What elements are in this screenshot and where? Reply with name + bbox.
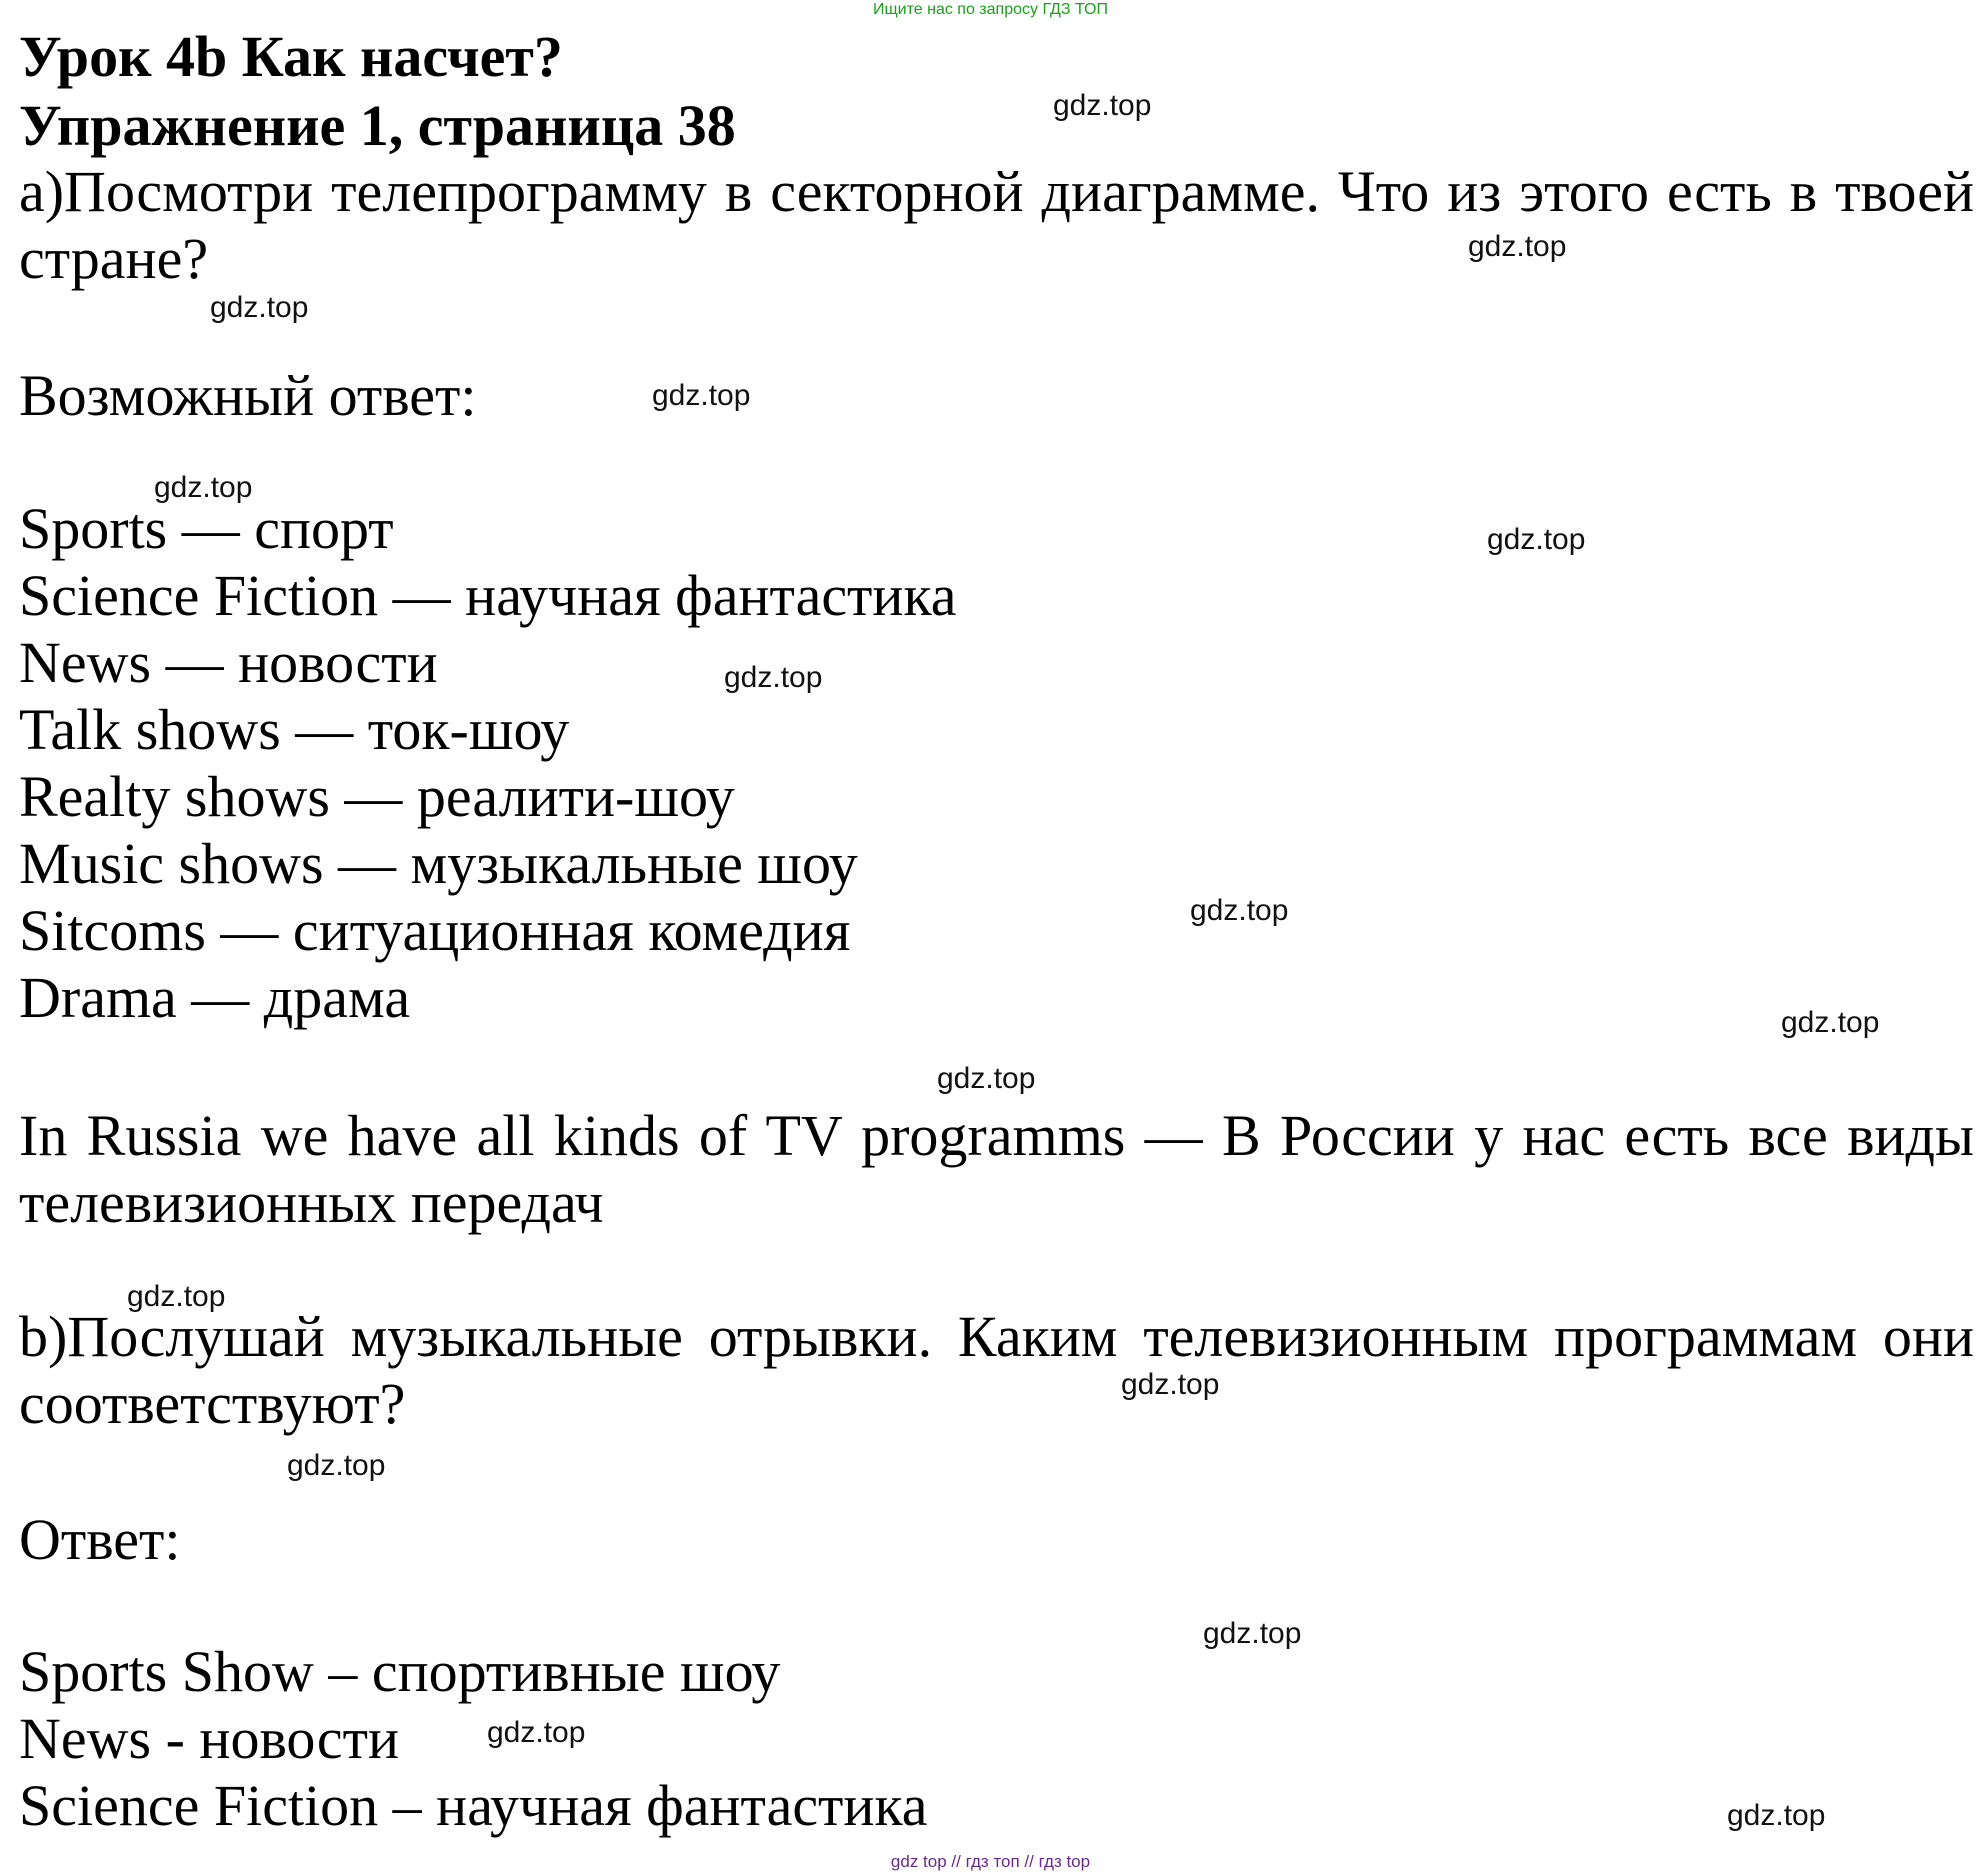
list-item: Drama — драма: [19, 965, 411, 1030]
part-a-answer-label: Возможный ответ:: [19, 363, 477, 428]
watermark: gdz.top: [1190, 894, 1289, 927]
watermark: gdz.top: [724, 661, 823, 694]
watermark: gdz.top: [937, 1062, 1036, 1095]
watermark: gdz.top: [287, 1449, 386, 1482]
list-item: Realty shows — реалити-шоу: [19, 764, 735, 829]
bottom-banner: gdz top // гдз топ // гдз top: [890, 1852, 1091, 1871]
watermark: gdz.top: [1781, 1006, 1880, 1039]
watermark: gdz.top: [210, 291, 309, 324]
list-item: News - новости: [19, 1706, 400, 1771]
watermark: gdz.top: [1727, 1799, 1826, 1832]
watermark: gdz.top: [154, 471, 253, 504]
watermark: gdz.top: [652, 379, 751, 412]
part-a-conclusion: In Russia we have all kinds of TV programms — В России у нас есть все виды телевизионных передач: [19, 1103, 1974, 1235]
watermark: gdz.top: [1053, 89, 1152, 122]
exercise-title: Упражнение 1, страница 38: [19, 93, 736, 158]
watermark: gdz.top: [487, 1716, 586, 1749]
watermark: gdz.top: [1468, 230, 1567, 263]
watermark: gdz.top: [1203, 1617, 1302, 1650]
list-item: Sitcoms — ситуационная комедия: [19, 898, 851, 963]
list-item: Talk shows — ток-шоу: [19, 697, 570, 762]
watermark: gdz.top: [1487, 523, 1586, 556]
list-item: Science Fiction – научная фантастика: [19, 1773, 928, 1838]
list-item: News — новости: [19, 630, 438, 695]
lesson-title: Урок 4b Как насчет?: [19, 24, 563, 89]
list-item: Music shows — музыкальные шоу: [19, 831, 858, 896]
part-b-task: b)Послушай музыкальные отрывки. Каким телевизионным программам они соответствуют?: [19, 1304, 1974, 1436]
watermark: gdz.top: [127, 1280, 226, 1313]
list-item: Sports Show – спортивные шоу: [19, 1639, 781, 1704]
top-banner: Ищите нас по запросу ГДЗ ТОП: [873, 1, 1108, 18]
part-b-answer-label: Ответ:: [19, 1507, 181, 1572]
watermark: gdz.top: [1121, 1368, 1220, 1401]
list-item: Sports — спорт: [19, 496, 394, 561]
list-item: Science Fiction — научная фантастика: [19, 563, 957, 628]
part-a-task: a)Посмотри телепрограмму в секторной диаграмме. Что из этого есть в твоей стране?: [19, 159, 1974, 291]
